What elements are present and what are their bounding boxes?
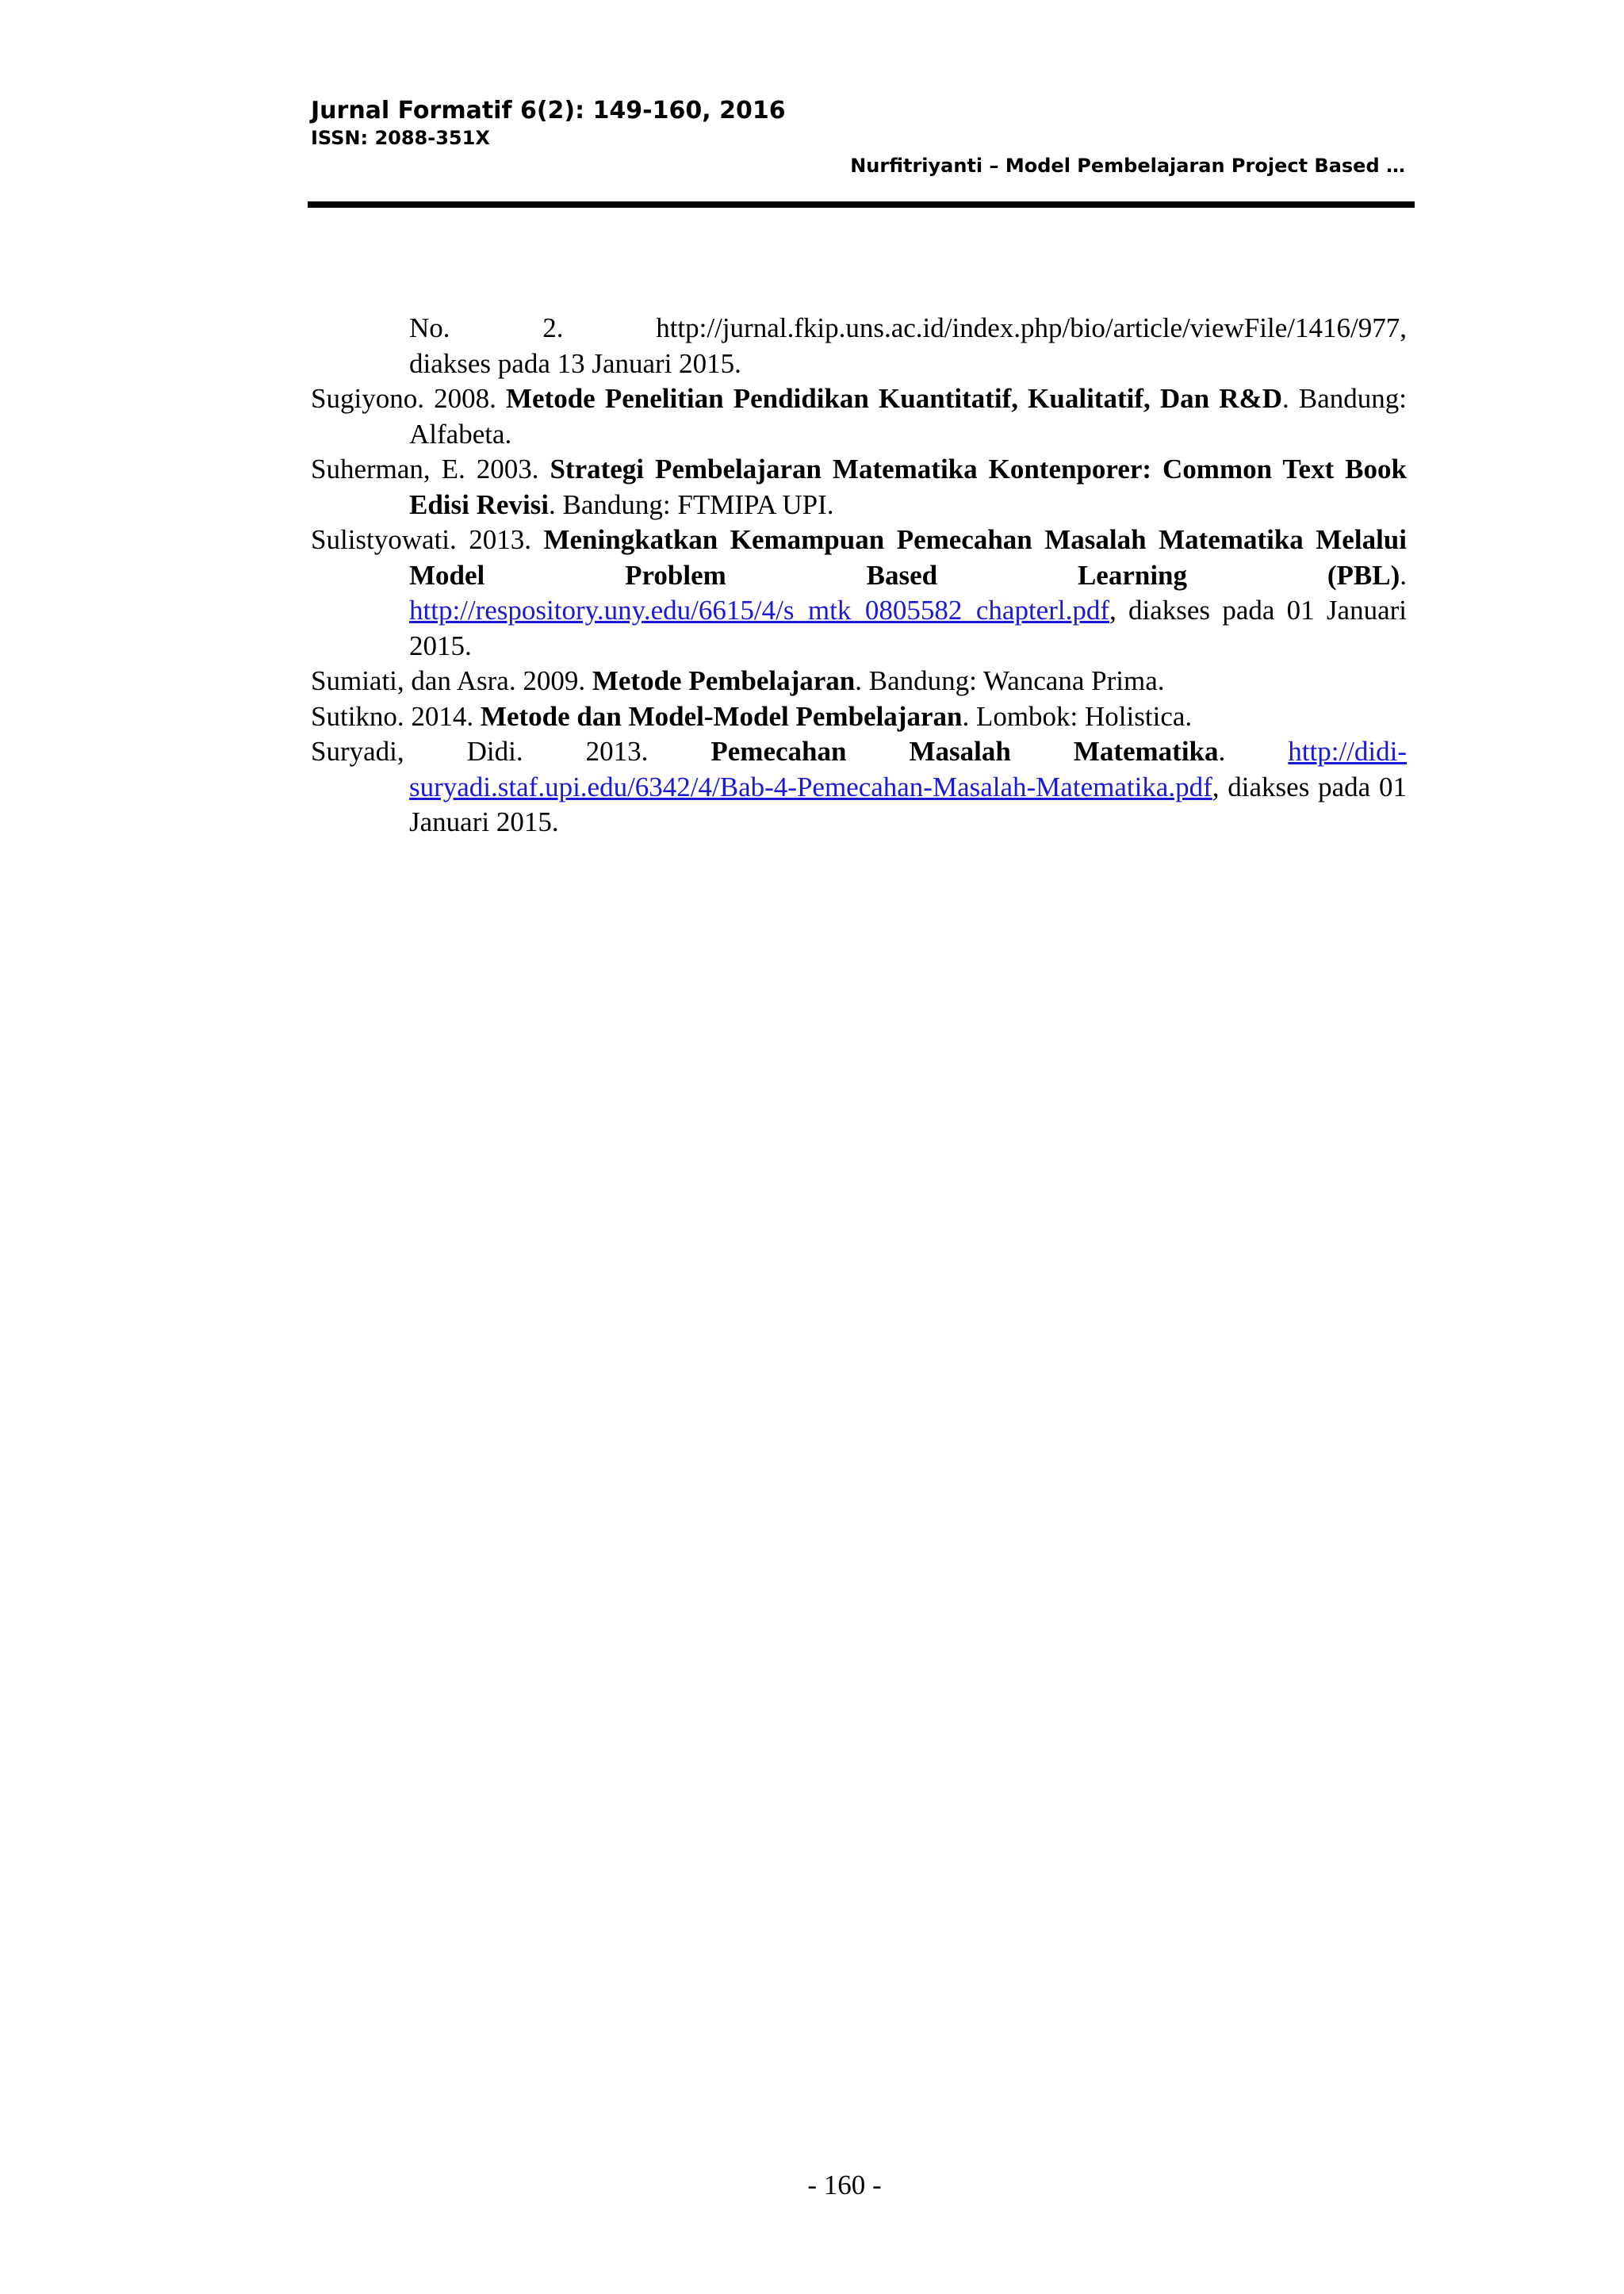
reference-continuation-line1: No. 2. http://jurnal.fkip.uns.ac.id/index.php/bio/article/viewFile/1416/977, bbox=[409, 312, 1407, 343]
reference-rest: , diakses pada 01 Januari 2015. bbox=[409, 595, 1407, 661]
reference-item-sugiyono bbox=[311, 381, 1407, 452]
reference-link[interactable]: http://didi-suryadi.staf.upi.edu/6342/4/Bab-4-Pemecahan-Masalah-Matematika.pdf bbox=[409, 736, 1408, 802]
reference-lead: Sulistyowati. 2013. bbox=[311, 524, 544, 555]
reference-title: Metode Penelitian Pendidikan Kuantitatif, Kualitatif, Dan R&D bbox=[505, 383, 1282, 414]
journal-issn: ISSN: 2088-351X bbox=[311, 127, 490, 149]
reference-title: Pemecahan Masalah Matematika bbox=[710, 736, 1219, 767]
reference-item-sumiati bbox=[311, 664, 1407, 699]
reference-title: Strategi Pembelajaran Matematika Kontenporer: Common Text Book Edisi Revisi bbox=[409, 454, 1407, 520]
reference-continuation-line2: diakses pada 13 Januari 2015. bbox=[409, 347, 741, 379]
reference-lead: Suryadi, Didi. 2013. bbox=[311, 736, 711, 767]
reference-title: Metode dan Model-Model Pembelajaran bbox=[480, 700, 963, 732]
reference-lead: Sutikno. 2014. bbox=[311, 700, 481, 732]
reference-separator: . bbox=[1400, 559, 1407, 591]
reference-rest: , diakses pada 01 Januari 2015. bbox=[409, 771, 1407, 837]
reference-rest: . Lombok: Holistica. bbox=[962, 700, 1193, 732]
reference-rest: . Bandung: Alfabeta. bbox=[409, 383, 1407, 450]
reference-item-sutikno bbox=[311, 699, 1407, 735]
reference-rest: . Bandung: FTMIPA UPI. bbox=[549, 488, 834, 520]
reference-title: Meningkatkan Kemampuan Pemecahan Masalah Matematika Melalui Model Problem Based Learning (PBL) bbox=[409, 524, 1407, 591]
reference-title: Metode Pembelajaran bbox=[592, 665, 856, 696]
reference-list bbox=[311, 311, 1407, 841]
journal-title: Jurnal Formatif 6(2): 149-160, 2016 bbox=[311, 97, 786, 124]
reference-link[interactable]: http://respository.uny.edu/6615/4/s_mtk_0805582_chapterl.pdf bbox=[409, 595, 1109, 626]
running-title: Nurfitriyanti – Model Pembelajaran Project Based … bbox=[850, 155, 1405, 177]
reference-continuation bbox=[311, 311, 1407, 381]
reference-lead: Suherman, E. 2003. bbox=[311, 454, 550, 484]
reference-lead: Sumiati, dan Asra. 2009. bbox=[311, 665, 592, 696]
reference-item-suryadi bbox=[311, 734, 1407, 841]
reference-lead: Sugiyono. 2008. bbox=[311, 383, 506, 414]
reference-item-sulistyowati bbox=[311, 523, 1407, 664]
page-header bbox=[311, 97, 1413, 208]
reference-item-suherman bbox=[311, 452, 1407, 523]
reference-separator: . bbox=[1218, 736, 1289, 767]
page-number: - 160 - bbox=[807, 2170, 882, 2200]
reference-rest: . Bandung: Wancana Prima. bbox=[855, 665, 1165, 696]
header-rule bbox=[308, 201, 1415, 208]
